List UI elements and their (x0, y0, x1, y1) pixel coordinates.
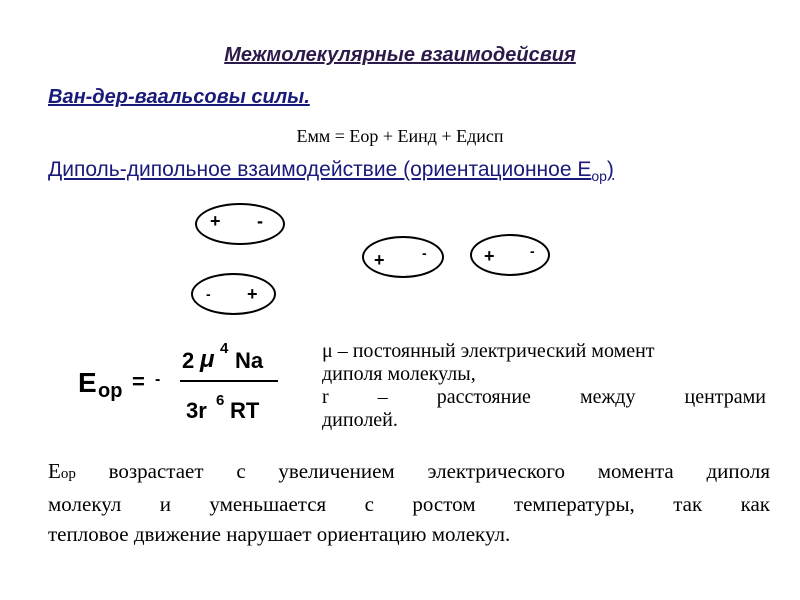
conclusion-subscript: ор (60, 466, 76, 482)
dipole-heading (48, 158, 614, 184)
formula-lhs-subscript: op (98, 380, 123, 402)
description-line: диполей. (322, 409, 398, 431)
description-line: диполя молекулы, (322, 363, 476, 385)
formula-minus: - (155, 371, 161, 388)
denominator-coefficient: 3r (186, 398, 207, 423)
dipole-heading-close: ) (606, 158, 614, 181)
denominator-rt: RT (230, 398, 260, 423)
conclusion-e: Е (48, 459, 61, 483)
dipole-ellipse-2 (191, 273, 276, 315)
minus-sign: - (206, 286, 211, 302)
plus-sign: + (374, 250, 385, 270)
conclusion-line: молекул и уменьшается с ростом температуры, так как (48, 492, 770, 516)
main-equation: Емм = Еор + Еинд + Едисп (296, 126, 504, 146)
numerator-na: Na (235, 348, 264, 373)
conclusion-line (48, 456, 770, 489)
denominator-exponent: 6 (216, 392, 225, 409)
conclusion-line1-text: возрастает с увеличением электрического момента диполя (75, 459, 770, 483)
dipole-ellipse-3 (362, 236, 444, 278)
minus-sign: - (257, 211, 263, 231)
numerator-coefficient: 2 (182, 348, 195, 373)
dipole-heading-subscript: ор (591, 168, 607, 185)
dipole-heading-text: Диполь-дипольное взаимодействие (ориентационное Е (48, 158, 592, 181)
description-line: r – расстояние между центрами (322, 386, 766, 408)
description-line: μ – постоянный электрический момент (322, 340, 655, 362)
fraction-bar (180, 380, 278, 382)
formula-equals: = (132, 369, 145, 394)
plus-sign: + (210, 211, 221, 231)
conclusion-paragraph (48, 456, 770, 549)
formula-description (322, 340, 766, 432)
formula-lhs-e: E (78, 367, 97, 398)
minus-sign: - (530, 243, 535, 259)
orientation-formula (78, 340, 288, 430)
minus-sign: - (422, 245, 427, 261)
slide-title: Межмолекулярные взаимодейсвия (224, 44, 576, 66)
slide-subtitle: Ван-дер-ваальсовы силы. (48, 86, 310, 108)
dipole-ellipse-4 (470, 234, 550, 276)
plus-sign: + (484, 246, 495, 266)
plus-sign: + (247, 284, 258, 304)
numerator-mu: μ (200, 346, 215, 373)
dipole-ellipse-1 (195, 203, 285, 245)
numerator-exponent: 4 (220, 340, 229, 357)
conclusion-line: тепловое движение нарушает ориентацию молекул. (48, 522, 511, 546)
